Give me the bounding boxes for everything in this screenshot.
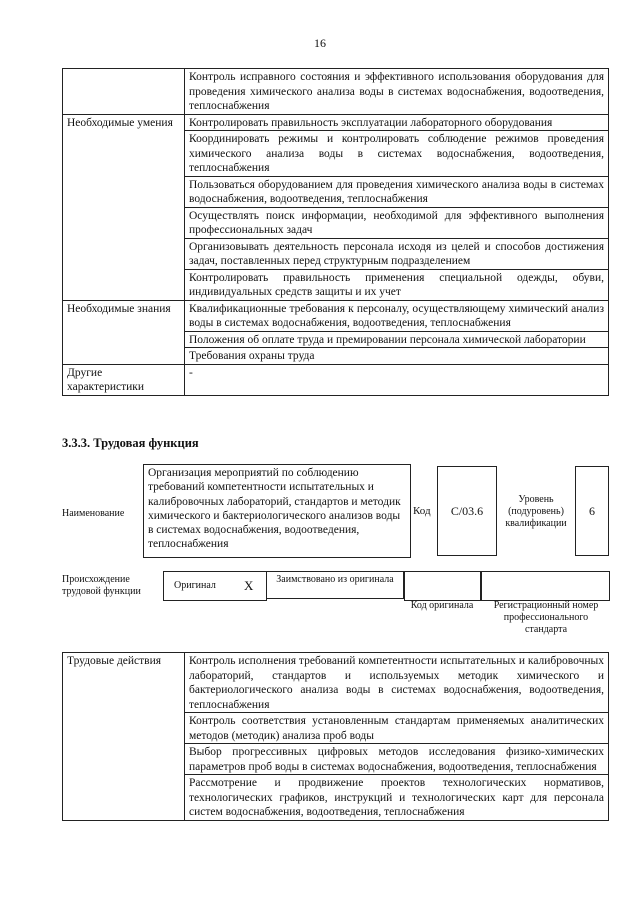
page-number: 16 <box>314 36 326 50</box>
table-row <box>63 653 609 713</box>
row-label-actions: Трудовые действия <box>63 653 185 821</box>
table-cell: Требования охраны труда <box>185 348 609 365</box>
table-cell: Осуществлять поиск информации, необходимой для эффективного выполнения профессиональных задач <box>185 207 609 238</box>
code-original-label: Код оригинала <box>410 600 474 611</box>
row-label-other: Другие характеристики <box>63 364 185 395</box>
row-label <box>63 69 185 115</box>
table-cell: Организовывать деятельность персонала исходя из целей и способов достижения задач, поставленных перед структурным подразделением <box>185 238 609 269</box>
table-row <box>63 69 609 115</box>
original-label: Оригинал <box>174 580 216 591</box>
function-name: Организация мероприятий по соблюдению требований компетентности испытательных и калибровочных лабораторий, стандартов и методик химического и бактериологического анализов воды в системах водоснабжения, водоотведения, теплоснабжения <box>143 464 411 558</box>
reg-number-label: Регистрационный номер профессионального стандарта <box>493 600 599 635</box>
name-label: Наименование <box>62 508 125 519</box>
reg-number-cell <box>480 571 610 601</box>
borrowed-cell: Заимствовано из оригинала <box>266 571 404 599</box>
original-mark: X <box>244 578 254 593</box>
table-cell: Пользоваться оборудованием для проведения химического анализа воды в системах водоснабжения, водоотведения, теплоснабжения <box>185 176 609 207</box>
table-cell: Рассмотрение и продвижение проектов технологических нормативов, технологических графиков, инструкций и технологических карт для персонала систем водоснабжения, водоотведения, теплоснабжения <box>185 775 609 821</box>
section-heading: 3.3.3. Трудовая функция <box>62 436 199 450</box>
code-original-cell <box>404 571 482 601</box>
table-cell: Квалификационные требования к персоналу, осуществляющему химический анализ воды в системах водоснабжения, водоотведения, теплоснабжения <box>185 300 609 331</box>
table-row <box>63 300 609 331</box>
table-cell: Координировать режимы и контролировать соблюдение режимов проведения химического анализа воды в системах водоснабжения, водоотведения, теплоснабжения <box>185 131 609 177</box>
table-cell: Контролировать правильность эксплуатации лабораторного оборудования <box>185 114 609 131</box>
table-cell: Контроль исполнения требований компетентности испытательных и калибровочных лабораторий, стандартов и используемых методик химического и бактериологического анализа воды в системах водоснабжения, водоотведения, теплоснабжения <box>185 653 609 713</box>
table-cell: Положения об оплате труда и премировании персонала химической лаборатории <box>185 331 609 348</box>
original-cell <box>163 571 267 601</box>
table-cell: Контроль соответствия установленным стандартам применяемых аналитических методов (методик) анализа проб воды <box>185 713 609 744</box>
table-cell: Контроль исправного состояния и эффективного использования оборудования для проведения химического анализа воды в системах водоснабжения, водоотведения, теплоснабжения <box>185 69 609 115</box>
table-cell: Выбор прогрессивных цифровых методов исследования физико-химических параметров проб воды в системах водоснабжения, водоотведения, теплоснабжения <box>185 744 609 775</box>
table-cell: - <box>185 364 609 395</box>
row-label-skills: Необходимые умения <box>63 114 185 300</box>
table-row <box>63 114 609 131</box>
row-label-knowledge: Необходимые знания <box>63 300 185 364</box>
code-label: Код <box>413 505 431 517</box>
table-row <box>63 364 609 395</box>
origin-label: Происхождение трудовой функции <box>62 574 141 597</box>
requirements-table <box>62 68 609 396</box>
function-code: C/03.6 <box>437 466 497 556</box>
labor-actions-table <box>62 652 609 821</box>
level-label: Уровень (подуровень) квалификации <box>505 494 567 529</box>
table-cell: Контролировать правильность применения специальной одежды, обуви, индивидуальных средств защиты и их учет <box>185 269 609 300</box>
qualification-level: 6 <box>575 466 609 556</box>
